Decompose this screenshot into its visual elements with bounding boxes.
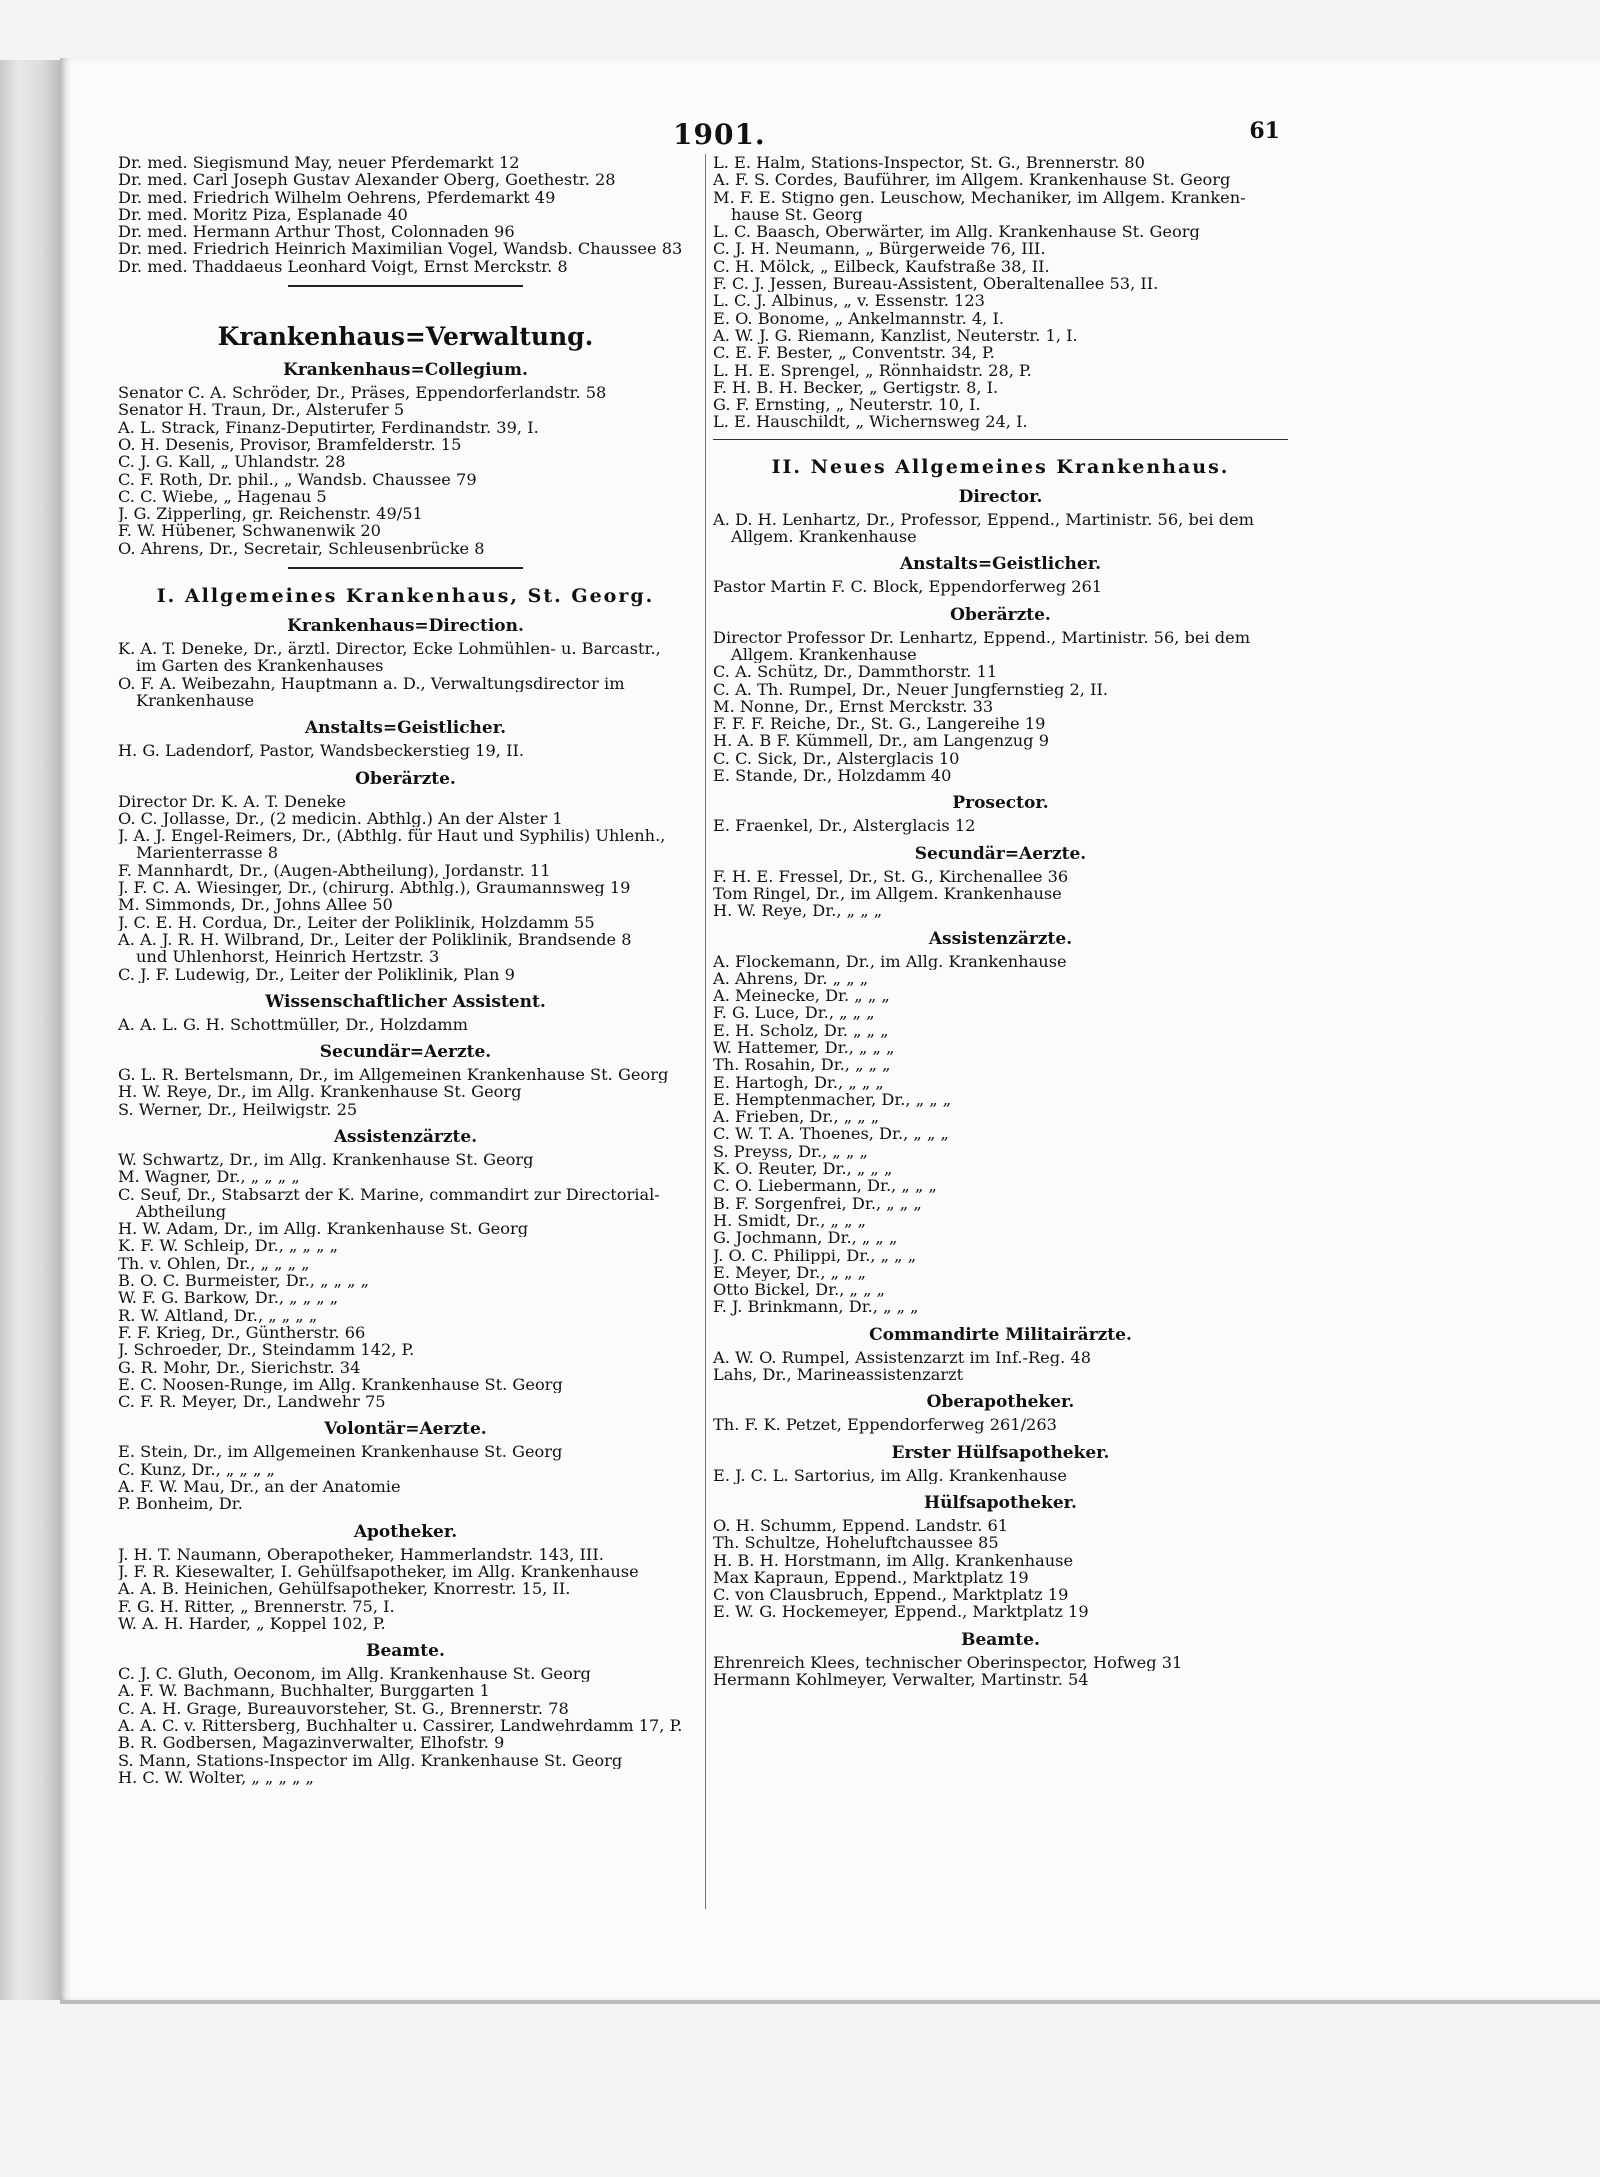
directory-entry: C. A. H. Grage, Bureauvorsteher, St. G., Brennerstr. 78 xyxy=(118,1699,569,1717)
directory-entry: L. E. Hauschildt, „ Wichernsweg 24, I. xyxy=(713,413,1028,431)
directory-entry: Hermann Kohlmeyer, Verwalter, Martinstr. 54 xyxy=(713,1671,1089,1689)
directory-entry: S. Preyss, Dr., „ „ „ xyxy=(713,1142,868,1161)
directory-entry: im Garten des Krankenhauses xyxy=(136,657,384,675)
directory-entry: A. Frieben, Dr., „ „ „ xyxy=(713,1108,880,1126)
right-column xyxy=(713,154,1288,1688)
directory-entry: Director Professor Dr. Lenhartz, Eppend., Martinistr. 56, bei dem xyxy=(713,628,1251,646)
directory-entry: A. F. W. Bachmann, Buchhalter, Burggarten 1 xyxy=(118,1682,490,1700)
subsection-heading: Wissenschaftlicher Assistent. xyxy=(265,991,546,1012)
directory-entry: R. W. Altland, Dr., „ „ „ „ xyxy=(118,1306,318,1324)
directory-entry: Pastor Martin F. C. Block, Eppendorferweg 261 xyxy=(713,578,1103,596)
directory-entry: F. F. Krieg, Dr., Güntherstr. 66 xyxy=(118,1323,366,1342)
directory-entry: H. Smidt, Dr., „ „ „ xyxy=(713,1211,867,1230)
directory-entry: C. Kunz, Dr., „ „ „ „ xyxy=(118,1460,275,1479)
directory-entry: H. B. H. Horstmann, im Allg. Krankenhause xyxy=(713,1551,1074,1569)
directory-entry: Dr. med. Hermann Arthur Thost, Colonnaden 96 xyxy=(118,223,515,241)
directory-entry: Dr. med. Moritz Piza, Esplanade 40 xyxy=(118,205,408,224)
directory-entry: C. C. Wiebe, „ Hagenau 5 xyxy=(118,487,327,506)
directory-entry: C. Seuf, Dr., Stabsarzt der K. Marine, commandirt zur Directorial- xyxy=(118,1185,660,1203)
directory-entry: Dr. med. Thaddaeus Leonhard Voigt, Ernst Merckstr. 8 xyxy=(118,257,568,276)
directory-entry: Dr. med. Siegismund May, neuer Pferdemarkt 12 xyxy=(118,154,520,172)
subsection-heading: Volontär=Aerzte. xyxy=(324,1419,487,1440)
directory-entry: C. H. Mölck, „ Eilbeck, Kaufstraße 38, II. xyxy=(713,257,1050,276)
subsection-heading: Anstalts=Geistlicher. xyxy=(304,718,507,739)
directory-entry: L. C. J. Albinus, „ v. Essenstr. 123 xyxy=(713,292,985,310)
directory-entry: K. O. Reuter, Dr., „ „ „ xyxy=(713,1160,893,1178)
directory-entry: W. Schwartz, Dr., im Allg. Krankenhause St. Georg xyxy=(118,1150,534,1169)
directory-entry: M. Wagner, Dr., „ „ „ „ xyxy=(118,1168,300,1186)
directory-entry: Max Kapraun, Eppend., Marktplatz 19 xyxy=(713,1568,1029,1587)
directory-entry: Director Dr. K. A. T. Deneke xyxy=(118,792,346,810)
directory-entry: Allgem. Krankenhause xyxy=(731,645,917,664)
directory-entry: Th. Rosahin, Dr., „ „ „ xyxy=(713,1056,891,1074)
directory-entry: J. A. J. Engel-Reimers, Dr., (Abthlg. für Haut und Syphilis) Uhlenh., xyxy=(118,827,666,845)
directory-entry: J. O. C. Philippi, Dr., „ „ „ xyxy=(713,1246,917,1264)
subsection-heading: Krankenhaus=Collegium. xyxy=(283,360,528,381)
directory-entry: A. F. W. Mau, Dr., an der Anatomie xyxy=(118,1478,401,1496)
directory-entry: Th. F. K. Petzet, Eppendorferweg 261/263 xyxy=(713,1416,1057,1434)
subsection-heading: Secundär=Aerzte. xyxy=(319,1042,492,1063)
directory-entry: E. W. G. Hockemeyer, Eppend., Marktplatz 19 xyxy=(713,1603,1089,1621)
directory-entry: C. F. Roth, Dr. phil., „ Wandsb. Chaussee 79 xyxy=(118,470,477,488)
directory-entry: J. H. T. Naumann, Oberapotheker, Hammerlandstr. 143, III. xyxy=(118,1545,604,1563)
directory-entry: C. J. F. Ludewig, Dr., Leiter der Poliklinik, Plan 9 xyxy=(118,965,515,983)
directory-entry: F. G. Luce, Dr., „ „ „ xyxy=(713,1004,875,1022)
directory-entry: J. C. E. H. Cordua, Dr., Leiter der Poliklinik, Holzdamm 55 xyxy=(118,913,595,931)
page-number: 61 xyxy=(1249,118,1280,144)
directory-entry: H. W. Reye, Dr., im Allg. Krankenhause St. Georg xyxy=(118,1083,522,1101)
directory-entry: O. H. Desenis, Provisor, Bramfelderstr. 15 xyxy=(118,435,462,454)
directory-entry: Abtheilung xyxy=(136,1202,227,1221)
subsection-heading: Anstalts=Geistlicher. xyxy=(899,554,1102,575)
section-rule xyxy=(713,439,1288,440)
directory-entry: G. F. Ernsting, „ Neuterstr. 10, I. xyxy=(713,396,981,414)
directory-entry: H. A. B F. Kümmell, Dr., am Langenzug 9 xyxy=(713,732,1049,750)
directory-entry: Senator C. A. Schröder, Dr., Präses, Eppendorferlandstr. 58 xyxy=(118,384,607,402)
left-column xyxy=(118,154,693,1786)
directory-entry: A. L. Strack, Finanz-Deputirter, Ferdinandstr. 39, I. xyxy=(118,418,539,436)
column-divider xyxy=(705,154,706,1909)
directory-entry: H. W. Adam, Dr., im Allg. Krankenhause St. Georg xyxy=(118,1220,529,1238)
directory-entry: A. Flockemann, Dr., im Allg. Krankenhause xyxy=(713,952,1067,970)
directory-entry: Tom Ringel, Dr., im Allgem. Krankenhause xyxy=(713,884,1062,903)
directory-entry: C. E. F. Bester, „ Conventstr. 34, P. xyxy=(713,344,995,362)
directory-entry: G. R. Mohr, Dr., Sierichstr. 34 xyxy=(118,1358,361,1376)
directory-entry: G. L. R. Bertelsmann, Dr., im Allgemeinen Krankenhause St. Georg xyxy=(118,1066,669,1084)
directory-entry: K. A. T. Deneke, Dr., ärztl. Director, Ecke Lohmühlen- u. Barcastr., xyxy=(118,640,661,658)
directory-page xyxy=(118,118,1290,2048)
section-title: Krankenhaus=Verwaltung. xyxy=(217,322,594,352)
directory-entry: C. W. T. A. Thoenes, Dr., „ „ „ xyxy=(713,1125,949,1143)
subsection-heading: Erster Hülfsapotheker. xyxy=(891,1442,1110,1463)
directory-entry: P. Bonheim, Dr. xyxy=(118,1495,243,1513)
directory-entry: A. W. O. Rumpel, Assistenzarzt im Inf.-Reg. 48 xyxy=(713,1348,1092,1367)
directory-entry: E. Stein, Dr., im Allgemeinen Krankenhause St. Georg xyxy=(118,1443,563,1461)
directory-entry: C. J. G. Kall, „ Uhlandstr. 28 xyxy=(118,453,346,471)
directory-entry: C. O. Liebermann, Dr., „ „ „ xyxy=(713,1177,937,1195)
directory-entry: O. Ahrens, Dr., Secretair, Schleusenbrücke 8 xyxy=(118,539,485,558)
directory-entry: O. H. Schumm, Eppend. Landstr. 61 xyxy=(713,1516,1009,1535)
directory-entry: J. F. C. A. Wiesinger, Dr., (chirurg. Abthlg.), Graumannsweg 19 xyxy=(118,879,631,897)
directory-entry: Dr. med. Carl Joseph Gustav Alexander Oberg, Goethestr. 28 xyxy=(118,171,616,189)
directory-entry: G. Jochmann, Dr., „ „ „ xyxy=(713,1229,898,1247)
directory-entry: C. A. Th. Rumpel, Dr., Neuer Jungfernstieg 2, II. xyxy=(713,680,1109,698)
directory-entry: F. J. Brinkmann, Dr., „ „ „ xyxy=(713,1298,919,1316)
subsection-heading: Assistenzärzte. xyxy=(333,1126,478,1147)
directory-entry: Senator H. Traun, Dr., Alsterufer 5 xyxy=(118,401,405,419)
directory-entry: E. Stande, Dr., Holzdamm 40 xyxy=(713,767,952,785)
directory-entry: F. G. H. Ritter, „ Brennerstr. 75, I. xyxy=(118,1597,395,1615)
directory-entry: F. H. B. H. Becker, „ Gertigstr. 8, I. xyxy=(713,378,999,397)
directory-entry: A. A. B. Heinichen, Gehülfsapotheker, Knorrestr. 15, II. xyxy=(118,1580,571,1598)
directory-entry: F. Mannhardt, Dr., (Augen-Abtheilung), Jordanstr. 11 xyxy=(118,861,551,880)
directory-entry: C. F. R. Meyer, Dr., Landwehr 75 xyxy=(118,1393,386,1411)
directory-entry: A. D. H. Lenhartz, Dr., Professor, Eppend., Martinistr. 56, bei dem xyxy=(713,510,1255,529)
directory-entry: A. F. S. Cordes, Bauführer, im Allgem. Krankenhause St. Georg xyxy=(713,171,1231,189)
directory-entry: S. Mann, Stations-Inspector im Allg. Krankenhause St. Georg xyxy=(118,1751,623,1769)
directory-entry: C. J. C. Gluth, Oeconom, im Allg. Krankenhause St. Georg xyxy=(118,1665,591,1683)
hospital-heading: I. Allgemeines Krankenhaus, St. Georg. xyxy=(156,585,655,608)
directory-entry: M. Simmonds, Dr., Johns Allee 50 xyxy=(118,896,393,914)
section-rule xyxy=(288,567,523,569)
directory-entry: Otto Bickel, Dr., „ „ „ xyxy=(713,1281,885,1299)
directory-entry: L. H. E. Sprengel, „ Rönnhaidstr. 28, P. xyxy=(713,361,1032,379)
directory-entry: C. von Clausbruch, Eppend., Marktplatz 19 xyxy=(713,1586,1069,1604)
directory-entry: A. Meinecke, Dr. „ „ „ xyxy=(713,987,890,1005)
directory-entry: C. J. H. Neumann, „ Bürgerweide 76, III. xyxy=(713,240,1046,258)
subsection-heading: Oberärzte. xyxy=(355,768,456,789)
directory-entry: E. Fraenkel, Dr., Alsterglacis 12 xyxy=(713,817,976,835)
subsection-heading: Hülfsapotheker. xyxy=(924,1492,1077,1513)
subsection-heading: Beamte. xyxy=(366,1641,445,1662)
directory-entry: hause St. Georg xyxy=(731,205,863,224)
directory-entry: A. A. J. R. H. Wilbrand, Dr., Leiter der Poliklinik, Brandsende 8 xyxy=(118,930,632,949)
directory-entry: Krankenhause xyxy=(136,691,255,710)
subsection-heading: Assistenzärzte. xyxy=(928,928,1073,949)
directory-entry: Ehrenreich Klees, technischer Oberinspector, Hofweg 31 xyxy=(713,1653,1183,1671)
directory-entry: F. H. E. Fressel, Dr., St. G., Kirchenallee 36 xyxy=(713,867,1069,885)
directory-entry: E. Meyer, Dr., „ „ „ xyxy=(713,1263,867,1282)
directory-entry: E. J. C. L. Sartorius, im Allg. Krankenhause xyxy=(713,1466,1067,1484)
directory-entry: E. O. Bonome, „ Ankelmannstr. 4, I. xyxy=(713,309,1005,327)
directory-entry: J. F. R. Kiesewalter, I. Gehülfsapotheker, im Allg. Krankenhause xyxy=(118,1562,639,1581)
directory-entry: O. F. A. Weibezahn, Hauptmann a. D., Verwaltungsdirector im xyxy=(118,674,625,692)
subsection-heading: Commandirte Militairärzte. xyxy=(869,1324,1132,1345)
directory-entry: O. C. Jollasse, Dr., (2 medicin. Abthlg.) An der Alster 1 xyxy=(118,809,563,828)
directory-entry: Dr. med. Friedrich Wilhelm Oehrens, Pferdemarkt 49 xyxy=(118,188,556,206)
directory-entry: E. C. Noosen-Runge, im Allg. Krankenhause St. Georg xyxy=(118,1375,563,1394)
subsection-heading: Beamte. xyxy=(961,1629,1040,1650)
directory-entry: B. F. Sorgenfrei, Dr., „ „ „ xyxy=(713,1194,922,1212)
directory-entry: M. F. E. Stigno gen. Leuschow, Mechaniker, im Allgem. Kranken- xyxy=(713,188,1246,206)
directory-entry: A. W. J. G. Riemann, Kanzlist, Neuterstr. 1, I. xyxy=(713,326,1078,345)
subsection-heading: Apotheker. xyxy=(353,1521,458,1542)
directory-entry: L. E. Halm, Stations-Inspector, St. G., Brennerstr. 80 xyxy=(713,154,1145,172)
directory-entry: C. A. Schütz, Dr., Dammthorstr. 11 xyxy=(713,663,998,681)
directory-entry: Dr. med. Friedrich Heinrich Maximilian Vogel, Wandsb. Chaussee 83 xyxy=(118,240,683,258)
directory-entry: W. Hattemer, Dr., „ „ „ xyxy=(713,1038,895,1057)
subsection-heading: Prosector. xyxy=(952,793,1049,814)
directory-entry: und Uhlenhorst, Heinrich Hertzstr. 3 xyxy=(136,948,440,966)
directory-entry: H. W. Reye, Dr., „ „ „ xyxy=(713,902,883,920)
subsection-heading: Director. xyxy=(958,486,1043,507)
directory-entry: S. Werner, Dr., Heilwigstr. 25 xyxy=(118,1100,358,1118)
directory-entry: E. Hartogh, Dr., „ „ „ xyxy=(713,1073,884,1091)
directory-entry: W. A. H. Harder, „ Koppel 102, P. xyxy=(118,1614,386,1633)
directory-entry: L. C. Baasch, Oberwärter, im Allg. Krankenhause St. Georg xyxy=(713,223,1200,241)
book-binding-edge xyxy=(0,60,60,2000)
directory-entry: Th. Schultze, Hoheluftchaussee 85 xyxy=(713,1534,999,1552)
directory-entry: A. Ahrens, Dr. „ „ „ xyxy=(713,969,869,988)
directory-entry: Lahs, Dr., Marineassistenzarzt xyxy=(713,1366,964,1384)
directory-entry: A. A. L. G. H. Schottmüller, Dr., Holzdamm xyxy=(118,1015,469,1034)
directory-entry: M. Nonne, Dr., Ernst Merckstr. 33 xyxy=(713,697,994,716)
directory-entry: H. G. Ladendorf, Pastor, Wandsbeckerstieg 19, II. xyxy=(118,742,525,760)
directory-entry: Allgem. Krankenhause xyxy=(731,528,917,546)
directory-entry: J. G. Zipperling, gr. Reichenstr. 49/51 xyxy=(118,505,423,523)
directory-entry: E. Hemptenmacher, Dr., „ „ „ xyxy=(713,1090,952,1109)
directory-entry: H. C. W. Wolter, „ „ „ „ „ xyxy=(118,1768,314,1787)
directory-entry: B. O. C. Burmeister, Dr., „ „ „ „ xyxy=(118,1272,370,1290)
directory-entry: B. R. Godbersen, Magazinverwalter, Elhofstr. 9 xyxy=(118,1734,505,1752)
hospital-heading: II. Neues Allgemeines Krankenhaus. xyxy=(771,455,1230,478)
directory-entry: C. C. Sick, Dr., Alsterglacis 10 xyxy=(713,749,960,768)
directory-entry: F. F. F. Reiche, Dr., St. G., Langereihe 19 xyxy=(713,715,1046,733)
directory-entry: W. F. G. Barkow, Dr., „ „ „ „ xyxy=(118,1289,339,1307)
directory-entry: Th. v. Ohlen, Dr., „ „ „ „ xyxy=(118,1254,310,1273)
subsection-heading: Secundär=Aerzte. xyxy=(914,843,1087,864)
directory-entry: Marienterrasse 8 xyxy=(136,844,278,862)
directory-entry: F. W. Hübener, Schwanenwik 20 xyxy=(118,522,381,540)
subsection-heading: Krankenhaus=Direction. xyxy=(287,616,524,637)
directory-entry: A. A. C. v. Rittersberg, Buchhalter u. Cassirer, Landwehrdamm 17, P. xyxy=(118,1717,683,1735)
section-rule xyxy=(288,285,523,287)
directory-entry: E. H. Scholz, Dr. „ „ „ xyxy=(713,1021,889,1039)
subsection-heading: Oberapotheker. xyxy=(926,1392,1075,1413)
page-year: 1901. xyxy=(673,118,766,151)
directory-entry: J. Schroeder, Dr., Steindamm 142, P. xyxy=(118,1341,415,1359)
subsection-heading: Oberärzte. xyxy=(950,604,1051,625)
directory-entry: F. C. J. Jessen, Bureau-Assistent, Oberaltenallee 53, II. xyxy=(713,275,1159,293)
directory-entry: K. F. W. Schleip, Dr., „ „ „ „ xyxy=(118,1237,339,1255)
